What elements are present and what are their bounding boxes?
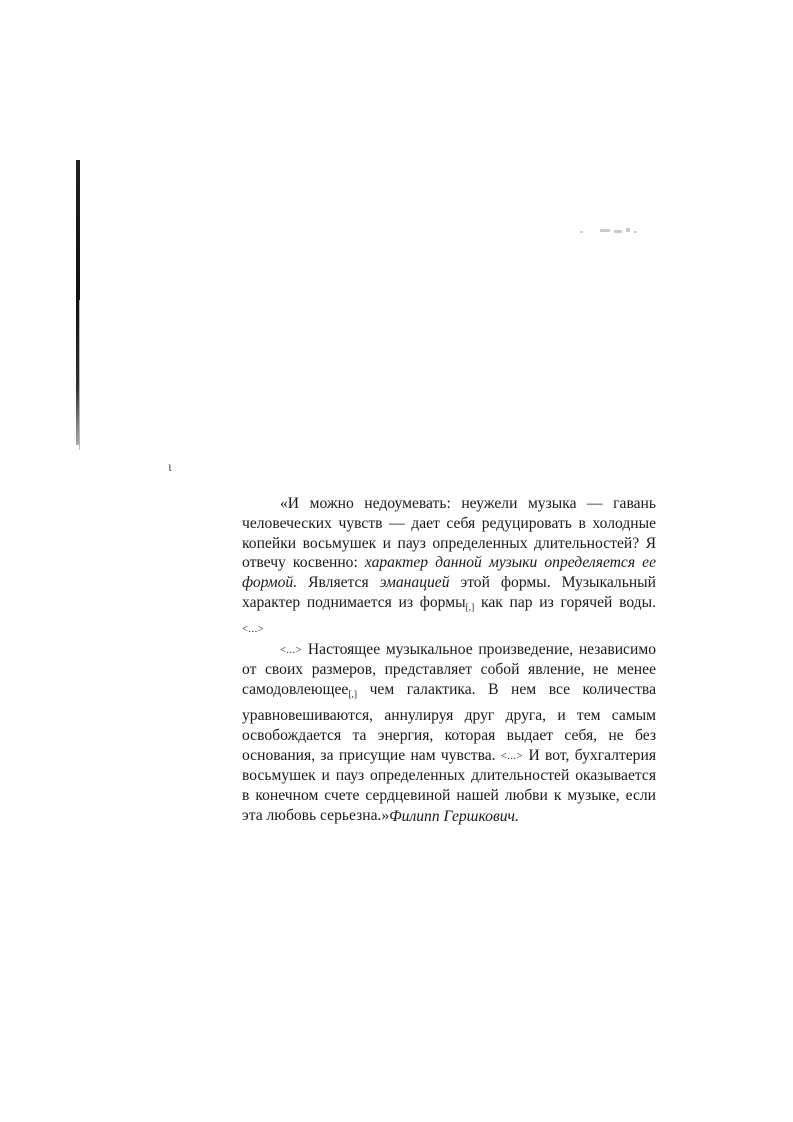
- scan-speck: [626, 228, 630, 232]
- text-run: этой формы. Музыкальный характер поднимается из формы: [242, 574, 656, 611]
- text-run: Настоящее музыкальное произведение, независимо от своих размеров, представляет собой явление, не менее самодовлеющее: [242, 640, 656, 699]
- editorial-comma-mark: [,]: [465, 602, 475, 613]
- text-run: «И можно недоумевать: неужели музыка — гавань человеческих чувств — дает себя редуцировать в холодные копейки восьмушек и пауз определенных длительностей? Я отвечу косвенно:: [242, 495, 656, 572]
- scan-edge-shadow: [79, 300, 80, 450]
- omission-mark: <...>: [242, 623, 265, 635]
- scan-speck: [614, 230, 622, 233]
- scan-speck: [580, 231, 583, 233]
- editorial-comma-mark: [,]: [348, 690, 358, 701]
- text-run: Является: [297, 574, 380, 592]
- text-run: чем галактика. В нем все количества уравновешиваются, аннулируя друг друга, и тем самым освобождается та энергия, которая выдает себя, не без основания, за присущие нам чувства.: [242, 681, 656, 764]
- scan-speck: [600, 229, 610, 232]
- epigraph-quote: [242, 494, 656, 826]
- quote-paragraph-2: [242, 640, 656, 826]
- quote-author: Филипп Гершкович.: [389, 808, 519, 825]
- quote-paragraph-1: [242, 494, 656, 640]
- stray-scan-mark: ɩ: [168, 460, 172, 475]
- text-run: И вот, бухгалтерия восьмушек и пауз определенных длительностей оказывается в конечном счете сердцевиной нашей любви к музыке, если эта любовь серьезна.»: [242, 746, 656, 824]
- scan-speck: [634, 231, 637, 233]
- italic-run: характер данной музыки определяется ее формой.: [242, 554, 656, 592]
- omission-mark: <...>: [280, 644, 303, 656]
- omission-mark: <...>: [500, 750, 524, 762]
- text-run: как пар из горячей воды.: [474, 593, 656, 611]
- italic-run: эманацией: [379, 574, 450, 592]
